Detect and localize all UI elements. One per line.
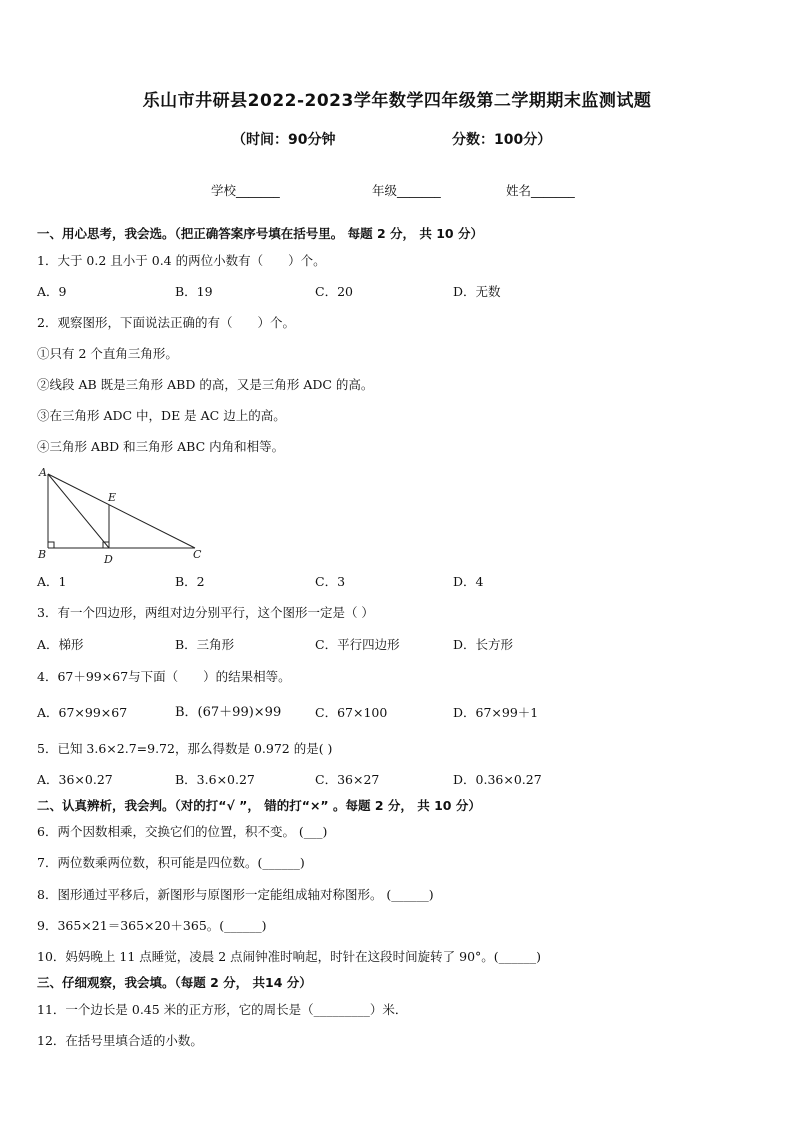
q4-option-a: A．67×99×67 bbox=[37, 705, 128, 720]
q4-option-b: B．(67＋99)×99 bbox=[175, 705, 282, 720]
label-e: E bbox=[108, 491, 117, 504]
section-2-heading: 二、认真辨析，我会判。（对的打“√ ”， 错的打“×” 。每题 2 分， 共 10 分） bbox=[37, 798, 481, 813]
label-c: C bbox=[193, 548, 202, 561]
question-7: 7．两位数乘两位数，积可能是四位数。(______) bbox=[37, 855, 305, 870]
school-field: 学校_______ bbox=[211, 183, 280, 198]
label-d: D bbox=[104, 553, 113, 566]
segment-ad bbox=[48, 474, 109, 548]
q2-statement-2: ②线段 AB 既是三角形 ABD 的高，又是三角形 ADC 的高。 bbox=[37, 377, 374, 392]
q2-option-d: D．4 bbox=[453, 574, 484, 589]
label-b: B bbox=[38, 548, 47, 561]
q2-statement-1: ①只有 2 个直角三角形。 bbox=[37, 346, 178, 361]
q3-option-c: C．平行四边形 bbox=[315, 637, 400, 652]
segment-ac bbox=[48, 474, 195, 548]
section-3-heading: 三、仔细观察，我会填。（每题 2 分， 共14 分） bbox=[37, 975, 312, 990]
exam-score: 分数：100分） bbox=[452, 132, 552, 148]
q4-option-c: C．67×100 bbox=[315, 705, 388, 720]
q2-statement-3: ③在三角形 ADC 中，DE 是 AC 边上的高。 bbox=[37, 408, 286, 423]
q2-option-c: C．3 bbox=[315, 574, 346, 589]
question-12: 12．在括号里填合适的小数。 bbox=[37, 1033, 203, 1048]
label-a: A bbox=[39, 466, 47, 479]
q5-option-c: C．36×27 bbox=[315, 772, 380, 787]
q3-option-b: B．三角形 bbox=[175, 637, 235, 652]
q2-option-b: B．2 bbox=[175, 574, 205, 589]
question-3: 3．有一个四边形，两组对边分别平行，这个图形一定是（ ） bbox=[37, 605, 374, 620]
q1-option-d: D．无数 bbox=[453, 284, 501, 299]
question-9: 9．365×21＝365×20＋365。(______) bbox=[37, 918, 267, 933]
q4-option-d: D．67×99＋1 bbox=[453, 705, 539, 720]
q3-option-a: A．梯形 bbox=[37, 637, 84, 652]
question-2: 2．观察图形，下面说法正确的有（ ）个。 bbox=[37, 315, 295, 330]
q5-option-a: A．36×0.27 bbox=[37, 772, 113, 787]
question-1: 1．大于 0.2 且小于 0.4 的两位小数有（ ）个。 bbox=[37, 253, 326, 268]
question-6: 6．两个因数相乘，交换它们的位置，积不变。 (___) bbox=[37, 824, 328, 839]
question-8: 8．图形通过平移后，新图形与原图形一定能组成轴对称图形。 (______) bbox=[37, 887, 434, 902]
question-10: 10．妈妈晚上 11 点睡觉，凌晨 2 点闹钟准时响起，时针在这段时间旋转了 90°。(______) bbox=[37, 949, 542, 964]
section-1-heading: 一、用心思考，我会选。（把正确答案序号填在括号里。 每题 2 分， 共 10 分） bbox=[37, 226, 483, 241]
exam-title: 乐山市井研县2022-2023学年数学四年级第二学期期末监测试题 bbox=[142, 91, 652, 111]
q1-option-a: A．9 bbox=[37, 284, 67, 299]
q5-option-d: D．0.36×0.27 bbox=[453, 772, 542, 787]
q1-option-b: B．19 bbox=[175, 284, 213, 299]
q3-option-d: D．长方形 bbox=[453, 637, 514, 652]
triangle-figure bbox=[33, 462, 213, 567]
grade-field: 年级_______ bbox=[372, 183, 441, 198]
q2-statement-4: ④三角形 ABD 和三角形 ABC 内角和相等。 bbox=[37, 439, 285, 454]
q1-option-c: C．20 bbox=[315, 284, 353, 299]
question-4: 4．67＋99×67与下面（ ）的结果相等。 bbox=[37, 669, 291, 684]
question-5: 5．已知 3.6×2.7=9.72，那么得数是 0.972 的是( ) bbox=[37, 741, 333, 756]
name-field: 姓名_______ bbox=[506, 183, 575, 198]
q2-option-a: A．1 bbox=[37, 574, 67, 589]
question-11: 11．一个边长是 0.45 米的正方形，它的周长是（_________）米． bbox=[37, 1002, 408, 1017]
exam-time: （时间：90分钟 bbox=[232, 132, 336, 148]
right-angle-b bbox=[48, 542, 54, 548]
q5-option-b: B．3.6×0.27 bbox=[175, 772, 255, 787]
